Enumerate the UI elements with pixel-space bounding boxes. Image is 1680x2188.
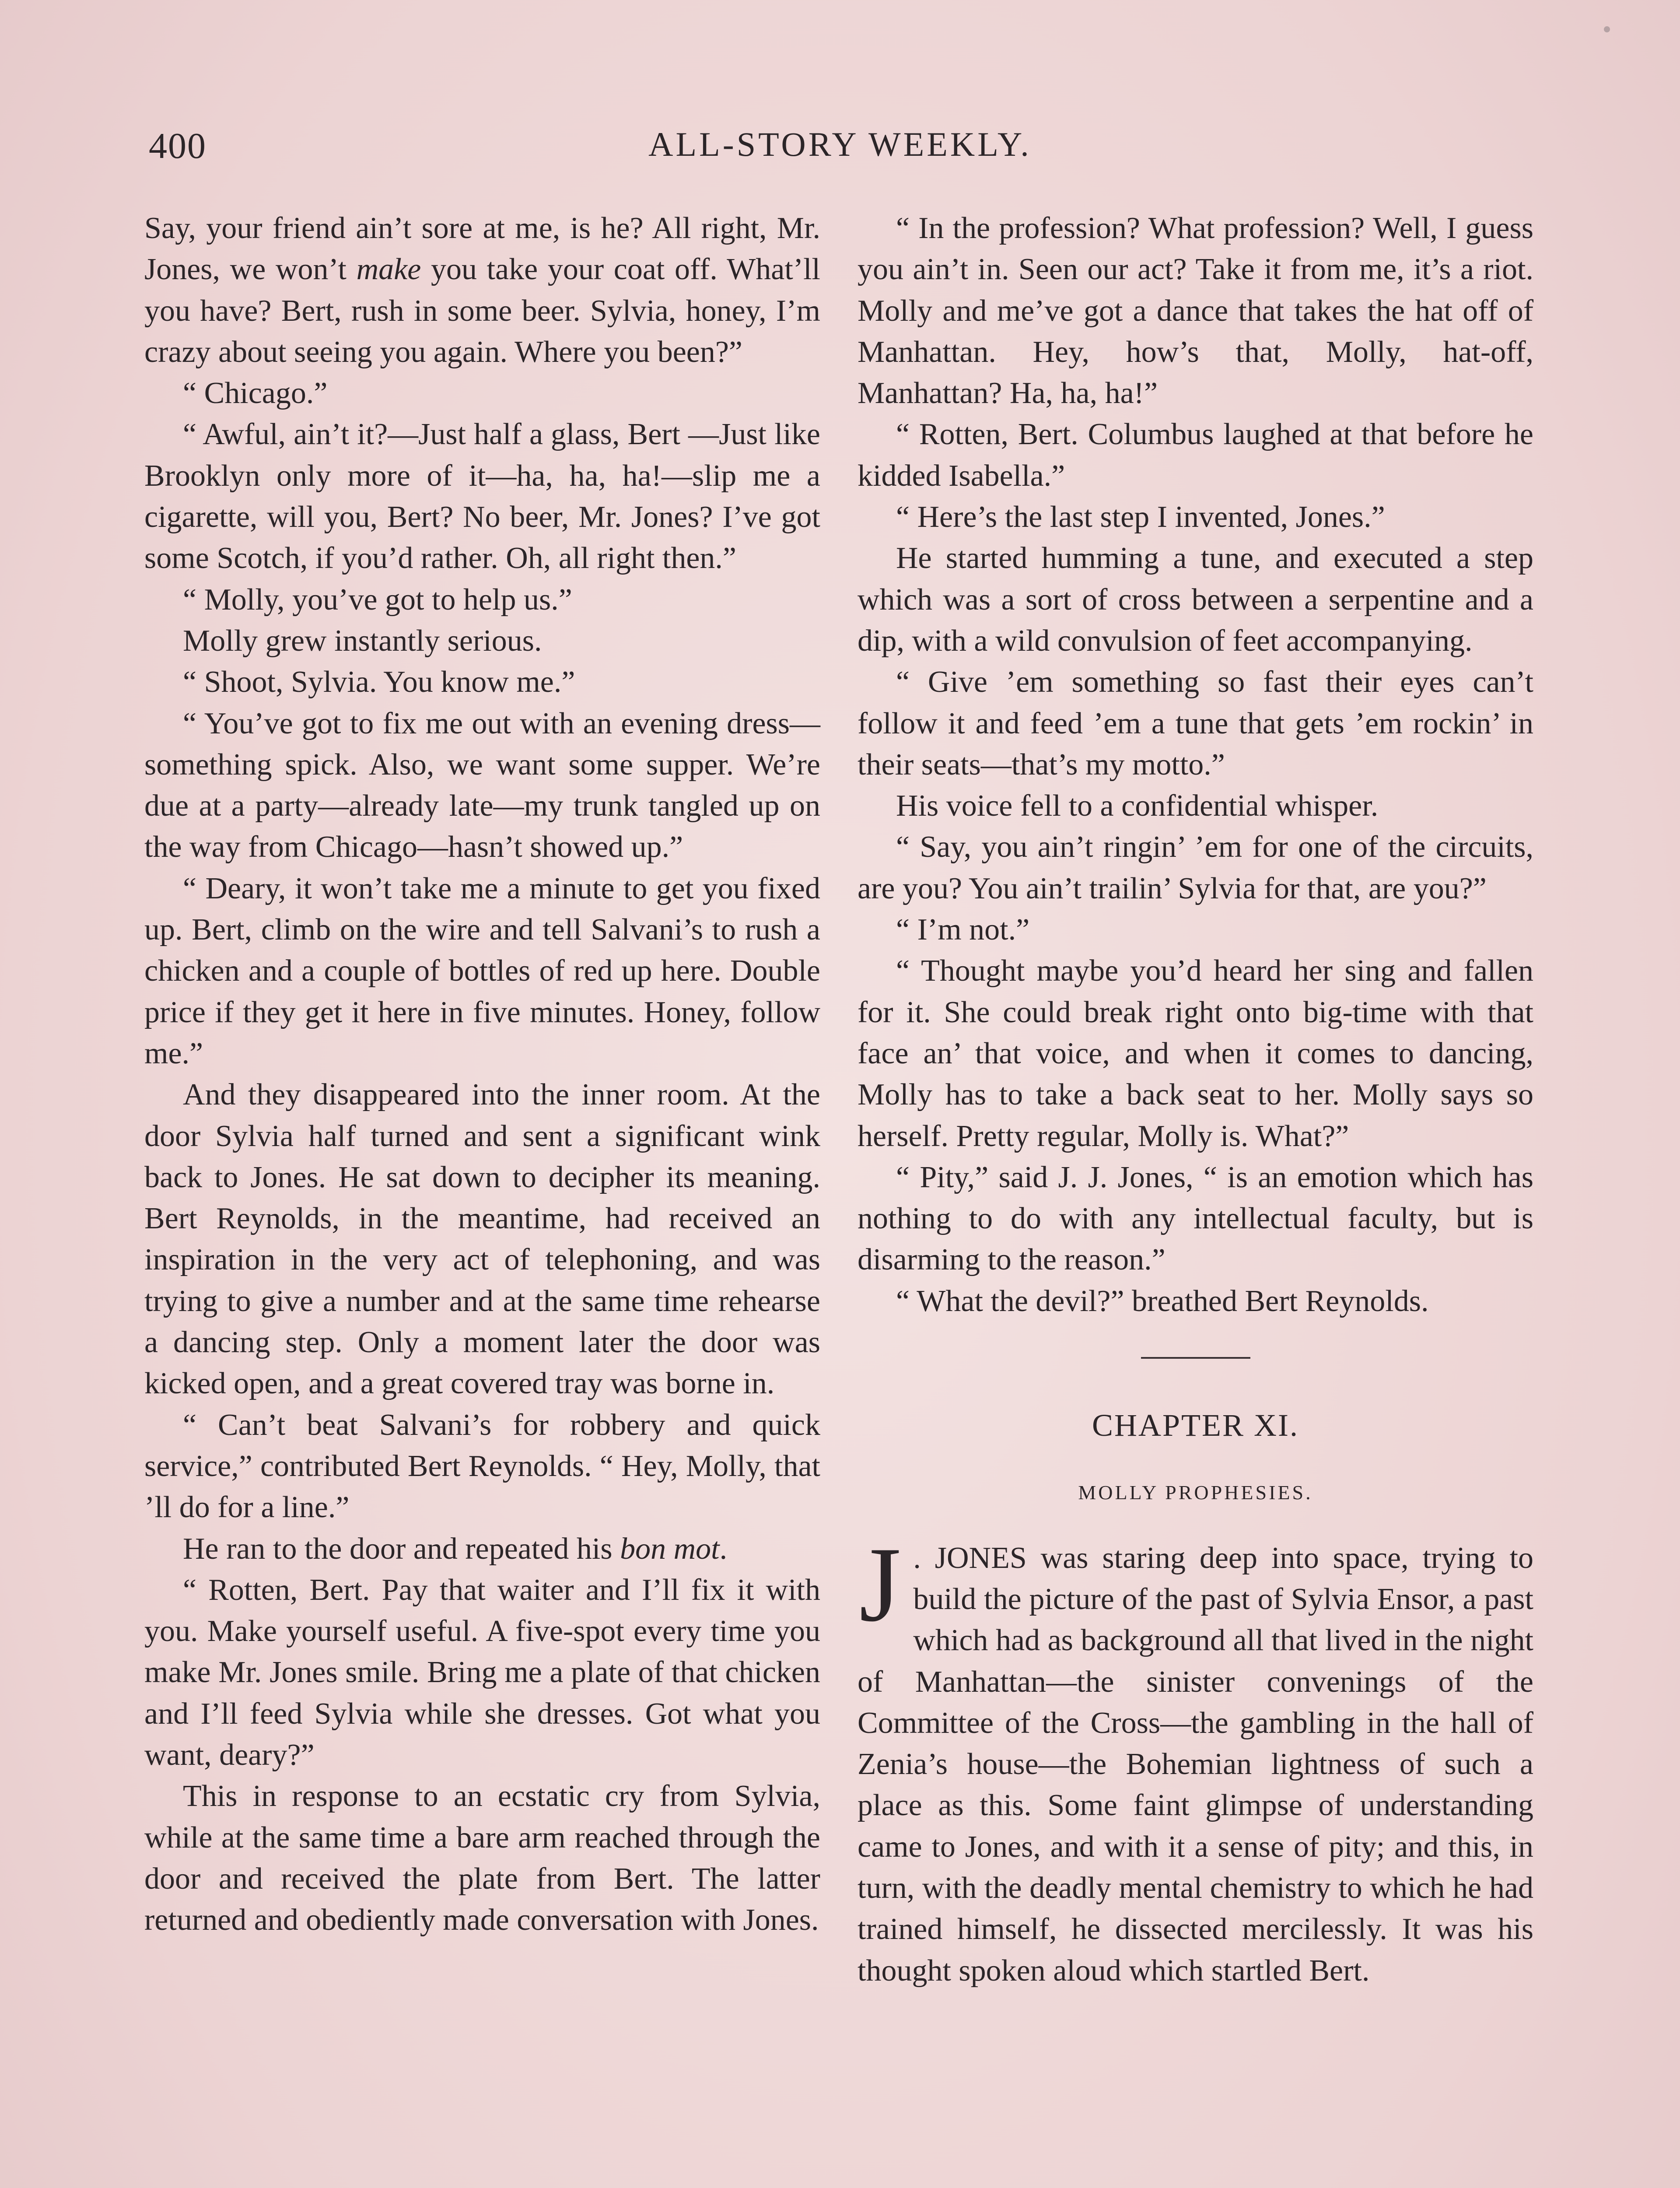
italic-text: bon mot bbox=[620, 1532, 720, 1566]
left-column-paragraph bbox=[144, 868, 820, 1074]
right-column-paragraph bbox=[858, 1157, 1533, 1281]
text-run: And they disappeared into the inner room. At the door Sylvia half turned and sent a significant wink back to Jones. He sat down to decipher its meaning. Bert Reynolds, in the meantime, had received an inspiration in the very act of telephoning, and was trying to give a number and at the same time rehearse a dancing step. Only a moment later the door was kicked open, and a great covered tray was borne in. bbox=[144, 1078, 820, 1401]
chapter-opening-paragraph bbox=[858, 1525, 1533, 1992]
text-run: you take your coat off. What’ll you have? Bert, rush in some beer. Sylvia, honey, I’m crazy about seeing you again. Where you been?” bbox=[144, 252, 821, 369]
left-column-paragraph bbox=[144, 1529, 820, 1570]
right-column-paragraph bbox=[858, 497, 1533, 538]
right-column-paragraph bbox=[858, 909, 1533, 950]
text-run: “ Rotten, Bert. Columbus laughed at that before he kidded Isabella.” bbox=[858, 417, 1533, 493]
right-column-paragraph bbox=[858, 538, 1533, 662]
text-run: He ran to the door and repeated his bbox=[183, 1532, 620, 1566]
text-run: “ You’ve got to fix me out with an evening dress—something spick. Also, we want some supper. We’re due at a party—already late—my trunk tangled up on the way from Chicago—hasn’t showed up.” bbox=[144, 706, 820, 864]
text-run: “ Say, you ain’t ringin’ ’em for one of the circuits, are you? You ain’t trailin’ Sylvia for that, are you?” bbox=[858, 830, 1533, 905]
italic-text: make bbox=[356, 252, 421, 287]
chapter-title: CHAPTER XI. bbox=[1092, 1408, 1299, 1443]
chapter-opening-text: . JONES was staring deep into space, trying to build the picture of the past of Sylvia Ensor, a past which had as background all that lived in the night of Manhattan—the sinister convenings of the Committee of the Cross—the gambling in the hall of Zenia’s house—the Bohemian lightness of such a place as this. Some faint glimpse of understanding came to Jones, and with it a sense of pity; and this, in turn, with the deadly mental chemistry to which he had trained himself, he dissected mercilessly. It was his thought spoken aloud which startled Bert. bbox=[858, 1541, 1533, 1988]
text-run: “ Give ’em something so fast their eyes can’t follow it and feed ’em a tune that gets ’em rockin’ in their seats—that’s my motto.” bbox=[858, 665, 1533, 782]
text-run: He started humming a tune, and executed a step which was a sort of cross between a serpentine and a dip, with a wild convulsion of feet accompanying. bbox=[858, 541, 1533, 658]
text-run: “ What the devil?” breathed Bert Reynolds. bbox=[896, 1284, 1429, 1318]
right-column-paragraph bbox=[858, 208, 1533, 414]
text-run: “ Thought maybe you’d heard her sing and fallen for it. She could break right onto big-time with that face an’ that voice, and when it comes to dancing, Molly has to take a back seat to her. Molly says so herself. Pretty regular, Molly is. What?” bbox=[858, 954, 1533, 1153]
right-column bbox=[858, 208, 1533, 1992]
right-column-paragraph bbox=[858, 827, 1533, 909]
left-column-paragraph bbox=[144, 1776, 820, 1941]
text-run: His voice fell to a confidential whisper. bbox=[896, 789, 1379, 823]
left-column-paragraph bbox=[144, 662, 820, 703]
text-run: “ Pity,” said J. J. Jones, “ is an emotion which has nothing to do with any intellectual faculty, but is disarming to the reason.” bbox=[858, 1160, 1533, 1277]
right-column-paragraph bbox=[858, 950, 1533, 1157]
text-run: “ I’m not.” bbox=[896, 913, 1030, 947]
right-column-paragraph bbox=[858, 785, 1533, 827]
left-column-paragraph bbox=[144, 414, 820, 579]
text-run: “ Shoot, Sylvia. You know me.” bbox=[183, 665, 575, 699]
left-column-paragraph bbox=[144, 373, 820, 414]
text-run: “ Molly, you’ve got to help us.” bbox=[183, 582, 572, 617]
text-run: “ Deary, it won’t take me a minute to get you fixed up. Bert, climb on the wire and tell Salvani’s to rush a chicken and a couple of bottles of red up here. Double price if they get it here in five minutes. Honey, follow me.” bbox=[144, 871, 820, 1070]
right-column-paragraph bbox=[858, 662, 1533, 785]
left-column-paragraph bbox=[144, 579, 820, 621]
chapter-subtitle: MOLLY PROPHESIES. bbox=[1078, 1481, 1313, 1504]
section-divider bbox=[1141, 1357, 1250, 1359]
right-column-paragraph bbox=[858, 1281, 1533, 1322]
page-number: 400 bbox=[149, 126, 206, 166]
left-column-paragraph bbox=[144, 1405, 820, 1529]
left-column-paragraph bbox=[144, 703, 820, 868]
left-column-paragraph bbox=[144, 1074, 820, 1404]
left-column-paragraph bbox=[144, 621, 820, 662]
page-header bbox=[149, 125, 1531, 173]
text-run: “ Here’s the last step I invented, Jones.” bbox=[896, 500, 1385, 534]
text-run: “ In the profession? What profession? Well, I guess you ain’t in. Seen our act? Take it from me, it’s a riot. Molly and me’ve got a dance that takes the hat off of Manhattan. Hey, how’s that, Molly, hat-off, Manhattan? Ha, ha, ha!” bbox=[858, 211, 1533, 410]
text-run: . bbox=[719, 1532, 728, 1566]
drop-cap: J bbox=[859, 1525, 901, 1644]
right-column-paragraphs bbox=[858, 208, 1533, 1322]
left-column-paragraph bbox=[144, 1570, 820, 1776]
left-column bbox=[144, 208, 820, 1941]
text-run: This in response to an ecstatic cry from Sylvia, while at the same time a bare arm reached through the door and received the plate from Bert. The latter returned and obediently made conversation with Jones. bbox=[144, 1779, 820, 1937]
text-run: Say, your friend ain’t sore at me, is he? All right, Mr. Jones, we won’t bbox=[144, 211, 820, 287]
right-column-paragraph bbox=[858, 414, 1533, 497]
running-title: ALL-STORY WEEKLY. bbox=[648, 125, 1032, 163]
left-column-paragraph bbox=[144, 208, 820, 373]
text-run: “ Rotten, Bert. Pay that waiter and I’ll fix it with you. Make yourself useful. A five-spot every time you make Mr. Jones smile. Bring me a plate of that chicken and I’ll feed Sylvia while she dresses. Got what you want, deary?” bbox=[144, 1573, 820, 1772]
text-run: Molly grew instantly serious. bbox=[183, 624, 542, 658]
text-run: “ Chicago.” bbox=[183, 376, 328, 410]
text-run: “ Awful, ain’t it?—Just half a glass, Bert —Just like Brooklyn only more of it—ha, ha, ha!—slip me a cigarette, will you, Bert? No beer, Mr. Jones? I’ve got some Scotch, if you’d rather. Oh, all right then.” bbox=[144, 417, 820, 575]
text-run: “ Can’t beat Salvani’s for robbery and quick service,” contributed Bert Reynolds. “ Hey, Molly, that ’ll do for a line.” bbox=[144, 1408, 820, 1525]
paper-speck bbox=[1604, 26, 1610, 32]
